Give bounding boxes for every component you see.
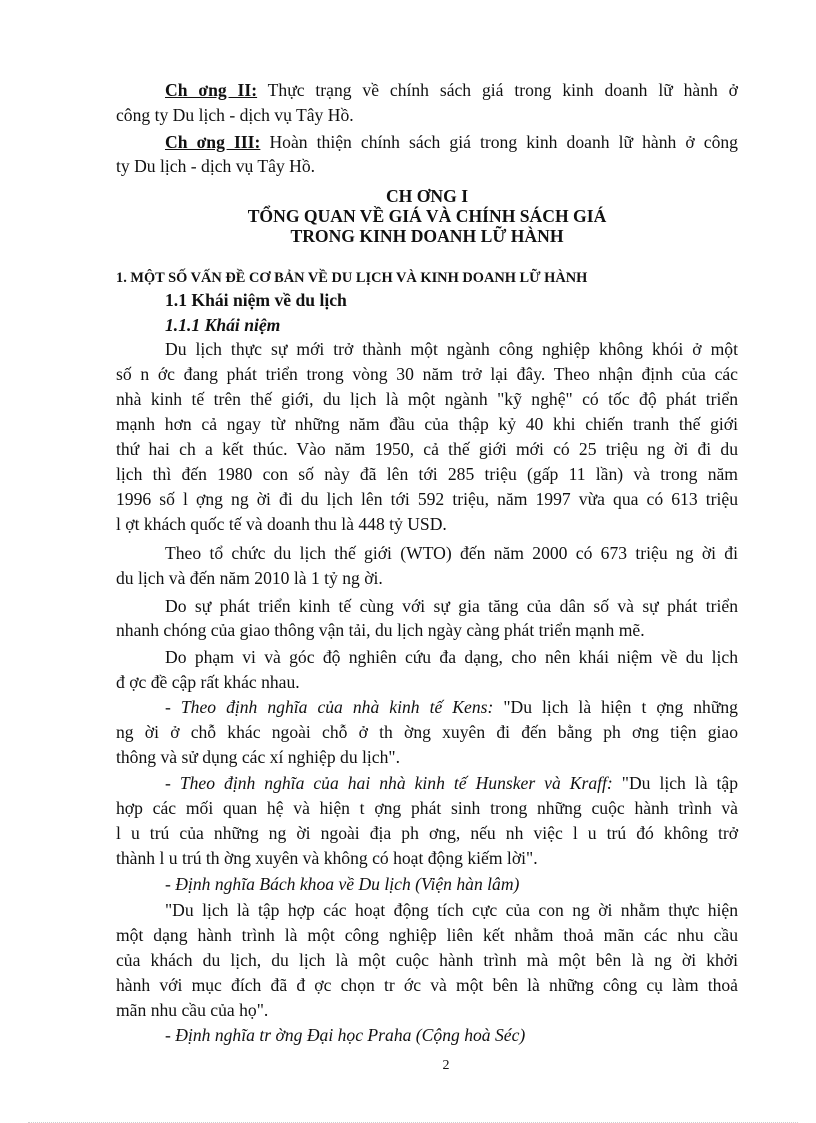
p1-line-2: số n ớc đang phát triển trong vòng 30 năm trở lại đây. Theo nhận định của các	[116, 364, 738, 384]
p8-line-4: hành với mục đích đã đ ợc chọn tr ớc và một bên là những công cụ làm thoả	[116, 975, 738, 995]
chapter-2-line-1	[165, 78, 738, 102]
p1-line-8: l ợt khách quốc tế và doanh thu là 448 tỷ USD.	[116, 514, 447, 534]
p6-italic-lead: - Theo định nghĩa của hai nhà kinh tế Hunsker và Kraff:	[165, 773, 613, 793]
p6-line-2: hợp các mối quan hệ và hiện t ợng phát sinh trong những cuộc hành trình và	[116, 798, 738, 818]
chapter-2-line-2: công ty Du lịch - dịch vụ Tây Hồ.	[116, 105, 354, 125]
chapter-title-line-1: TỔNG QUAN VỀ GIÁ VÀ CHÍNH SÁCH GIÁ	[247, 206, 607, 226]
p8-line-2: một dạng hành trình là một công nghiệp liên kết nhằm thoả mãn các nhu cầu	[116, 925, 738, 945]
p8-line-3: của khách du lịch, du lịch là một cuộc hành trình mà một bên là ng ời khởi	[116, 950, 738, 970]
p5-italic-lead: - Theo định nghĩa của nhà kinh tế Kens:	[165, 697, 494, 717]
p6-line-1	[165, 771, 738, 795]
p4-line-2: đ ợc đề cập rất khác nhau.	[116, 672, 300, 692]
chapter-label: CH ƠNG I	[385, 186, 469, 206]
p4-line-1: Do phạm vi và góc độ nghiên cứu đa dạng, cho nên khái niệm về du lịch	[165, 647, 738, 667]
chapter-2-label: Ch ơng II:	[165, 80, 258, 100]
chapter-2-text-1: Thực trạng về chính sách giá trong kinh doanh lữ hành ở	[267, 80, 738, 100]
p1-line-5: thứ hai ch a kết thúc. Vào năm 1950, cả thế giới mới có 25 triệu ng ời đi du	[116, 439, 738, 459]
chapter-3-line-1	[165, 130, 738, 154]
p2-line-2: du lịch và đến năm 2010 là 1 tỷ ng ời.	[116, 568, 383, 588]
p8-line-1: "Du lịch là tập hợp các hoạt động tích cực của con ng ời nhằm thực hiện	[165, 900, 738, 920]
chapter-title-line-2: TRONG KINH DOANH LỮ HÀNH	[290, 226, 564, 246]
p3-line-1: Do sự phát triển kinh tế cùng với sự gia tăng của dân số và sự phát triển	[165, 596, 738, 616]
p5-line-1	[165, 695, 738, 719]
p1-line-4: mạnh hơn cả ngay từ những năm đầu của thập kỷ 40 khi chiến tranh thế giới	[116, 414, 738, 434]
chapter-3-text-1: Hoàn thiện chính sách giá trong kinh doanh lữ hành ở công	[269, 132, 738, 152]
p5-line-3: thông và sử dụng các xí nghiệp du lịch".	[116, 747, 400, 767]
section-1-heading: 1. MỘT SỐ VẤN ĐỀ CƠ BẢN VỀ DU LỊCH VÀ KINH DOANH LỮ HÀNH	[116, 270, 588, 286]
p5-line-2: ng ời ở chỗ khác ngoài chỗ ở th ờng xuyên đi đến bằng ph ơng tiện giao	[116, 722, 738, 742]
p1-line-6: lịch thì đến 1980 con số này đã lên tới 285 triệu (gấp 11 lần) và trong năm	[116, 464, 738, 484]
p1-line-1: Du lịch thực sự mới trở thành một ngành công nghiệp không khói ở một	[165, 339, 738, 359]
p5-lead-rest: "Du lịch là hiện t ợng những	[503, 697, 738, 717]
page-number: 2	[442, 1058, 450, 1073]
p6-lead-rest: "Du lịch là tập	[621, 773, 739, 793]
p1-line-3: nhà kinh tế trên thế giới, du lịch là một ngành "kỹ nghệ" có tốc độ phát triển	[116, 389, 738, 409]
p2-line-1: Theo tổ chức du lịch thế giới (WTO) đến năm 2000 có 673 triệu ng ời đi	[165, 543, 738, 563]
p7-line-1: - Định nghĩa Bách khoa về Du lịch (Viện hàn lâm)	[165, 874, 520, 894]
section-1-1-heading: 1.1 Khái niệm về du lịch	[165, 290, 347, 310]
p9-line-1: - Định nghĩa tr ờng Đại học Praha (Cộng hoà Séc)	[165, 1025, 526, 1045]
p1-line-7: 1996 số l ợng ng ời đi du lịch lên tới 592 triệu, năm 1997 vừa qua có 613 triệu	[116, 489, 738, 509]
chapter-3-label: Ch ơng III:	[165, 132, 261, 152]
section-1-1-1-heading: 1.1.1 Khái niệm	[165, 315, 281, 335]
p3-line-2: nhanh chóng của giao thông vận tải, du lịch ngày càng phát triển mạnh mẽ.	[116, 620, 645, 640]
p6-line-3: l u trú của những ng ời ngoài địa ph ơng, nếu nh việc l u trú đó không trở	[116, 823, 738, 843]
p8-line-5: mãn nhu cầu của họ".	[116, 1000, 269, 1020]
chapter-3-line-2: ty Du lịch - dịch vụ Tây Hồ.	[116, 156, 316, 176]
p6-line-4: thành l u trú th ờng xuyên và không có hoạt động kiếm lời".	[116, 848, 538, 868]
